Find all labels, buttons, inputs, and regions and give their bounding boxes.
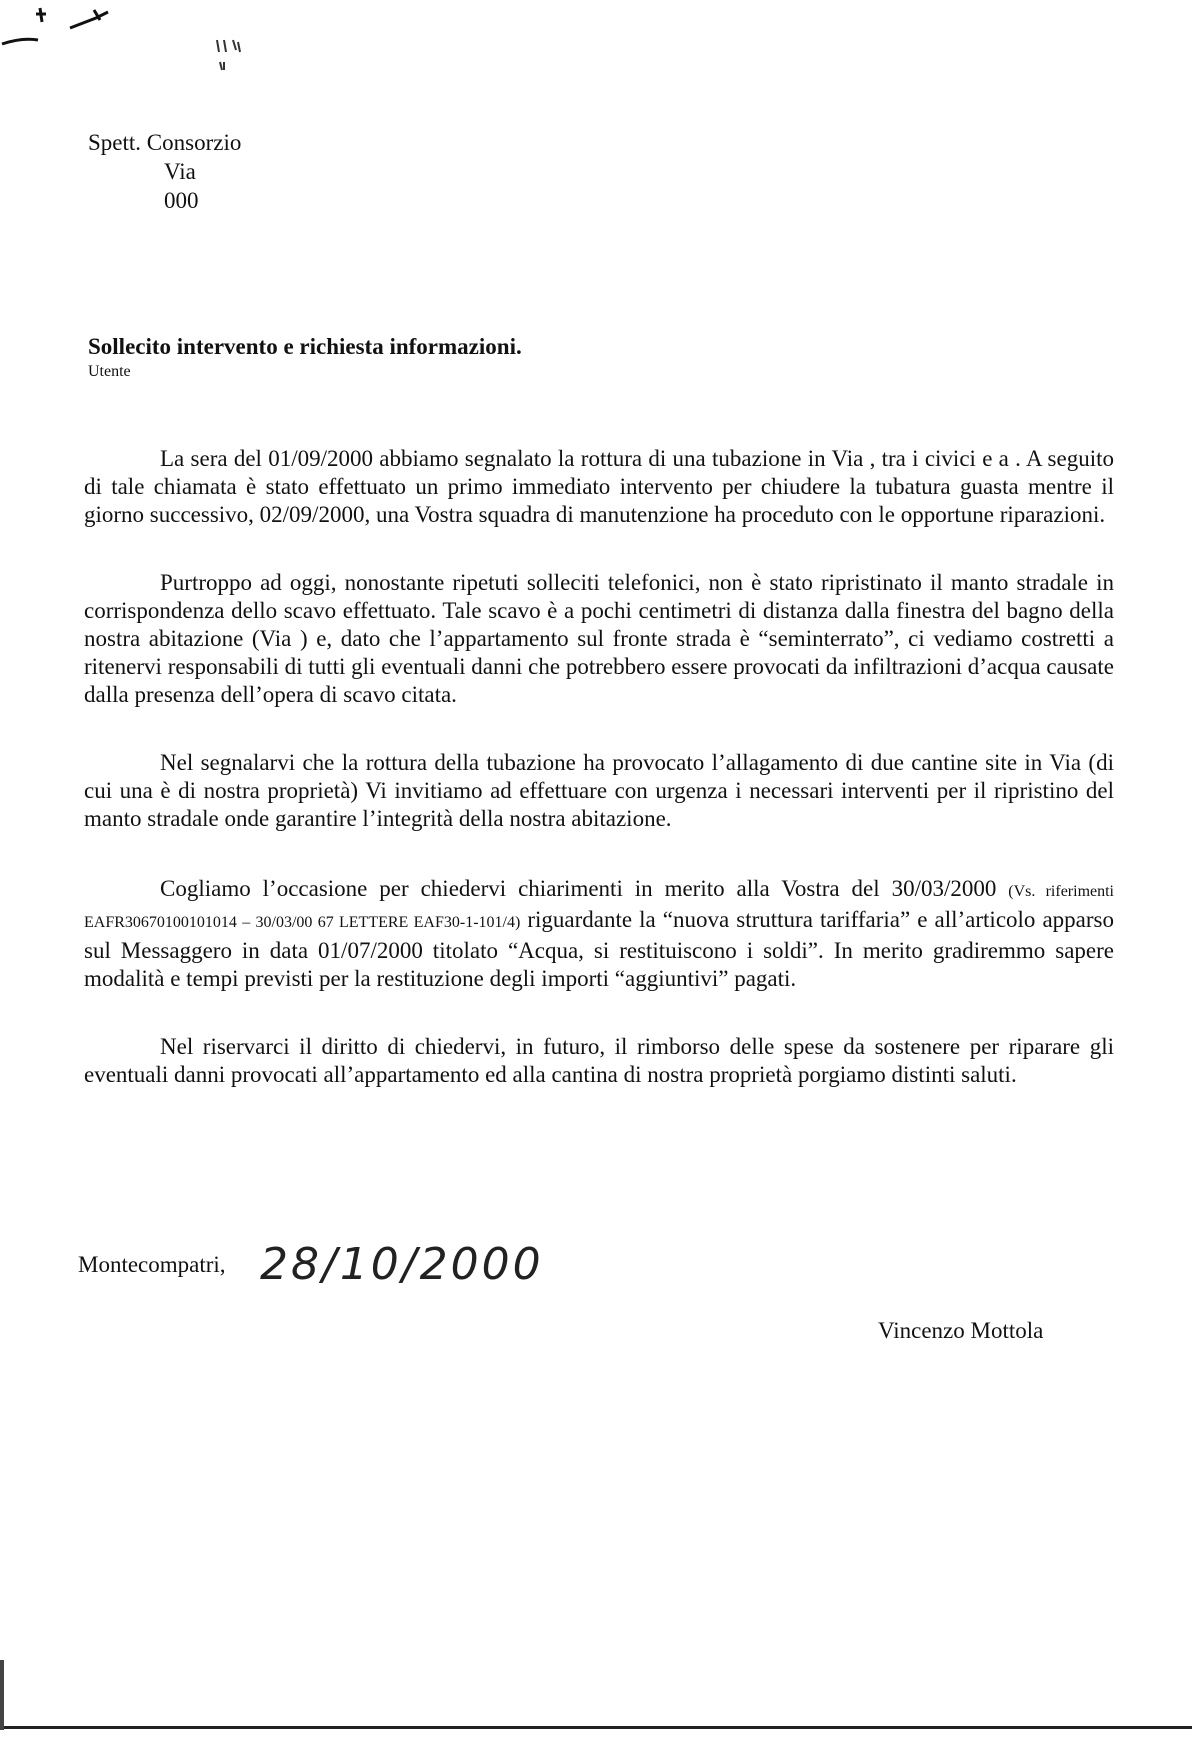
signer-name: Vincenzo Mottola — [878, 1318, 1044, 1343]
left-scan-edge — [0, 1660, 4, 1730]
addressee-name: Consorzio — [146, 130, 242, 155]
addressee-street: Via — [164, 159, 196, 184]
paragraph-2: Purtroppo ad oggi, nonostante ripetuti solleciti telefonici, non è stato ripristinato il manto stradale in corrispondenza dello scavo effettuato. Tale scavo è a pochi centimetri di distanza dalla finestra del bagno della nostra abitazione (Via ) e, dato che l’appartamento sul fronte strada è “seminterrato”, ci vediamo costretti a ritenervi responsabili di tutti gli eventuali danni che potrebbero essere provocati da infiltrazioni d’acqua causate dalla presenza dell’opera di scavo citata. — [84, 570, 1114, 707]
paragraph-3: Nel segnalarvi che la rottura della tubazione ha provocato l’allagamento di due cantine site in Via (di cui una è di nostra proprietà) Vi invitiamo ad effettuare con urgenza i necessari interventi per il ripristino del manto stradale onde garantire l’integrità della nostra abitazione. — [84, 750, 1114, 831]
letter-body — [84, 445, 1114, 1129]
paragraph-4-rest: riguardante la “nuova struttura tariffaria” e all’articolo apparso sul Messaggero in data 01/07/2000 titolato “Acqua, si restituiscono i soldi”. In merito gradiremmo sapere modalità e tempi previsti per la restituzione degli importi “aggiuntivi” pagati. — [84, 907, 1114, 991]
addressee-postcode: 000 — [164, 188, 199, 213]
utente-label: Utente — [88, 363, 131, 380]
addressee-prefix: Spett. — [88, 130, 142, 155]
bottom-scan-edge — [0, 1726, 1192, 1729]
stamp-marks — [217, 40, 240, 70]
paragraph-5: Nel riservarci il diritto di chiedervi, in futuro, il rimborso delle spese da sostenere per riparare gli eventuali danni provocati all’appartamento ed alla cantina di nostra proprietà porgiamo distinti saluti. — [84, 1034, 1114, 1087]
letter-subject: Sollecito intervento e richiesta informazioni. — [88, 334, 522, 359]
handwritten-date-text: 28/10/2000 — [260, 1239, 544, 1290]
paragraph-4-intro: Cogliamo l’occasione per chiedervi chiarimenti in merito alla Vostra del 30/03/2000 — [160, 876, 997, 901]
addressee-block — [88, 128, 241, 215]
corner-scribble — [2, 8, 108, 44]
paragraph-1: La sera del 01/09/2000 abbiamo segnalato la rottura di una tubazione in Via , tra i civici e a . A seguito di tale chiamata è stato effettuato un primo immediato intervento per chiudere la tubatura guasta mentre il giorno successivo, 02/09/2000, una Vostra squadra di manutenzione ha proceduto con le opportune riparazioni. — [84, 446, 1114, 527]
paragraph-4-reference: (Vs. riferimenti EAFR30670100101014 – 30/03/00 67 LETTERE EAF30-1-101/4) — [84, 883, 1114, 931]
handwritten-date — [250, 1225, 550, 1305]
place-label: Montecompatri, — [78, 1252, 226, 1277]
paragraph-4 — [84, 875, 1114, 993]
